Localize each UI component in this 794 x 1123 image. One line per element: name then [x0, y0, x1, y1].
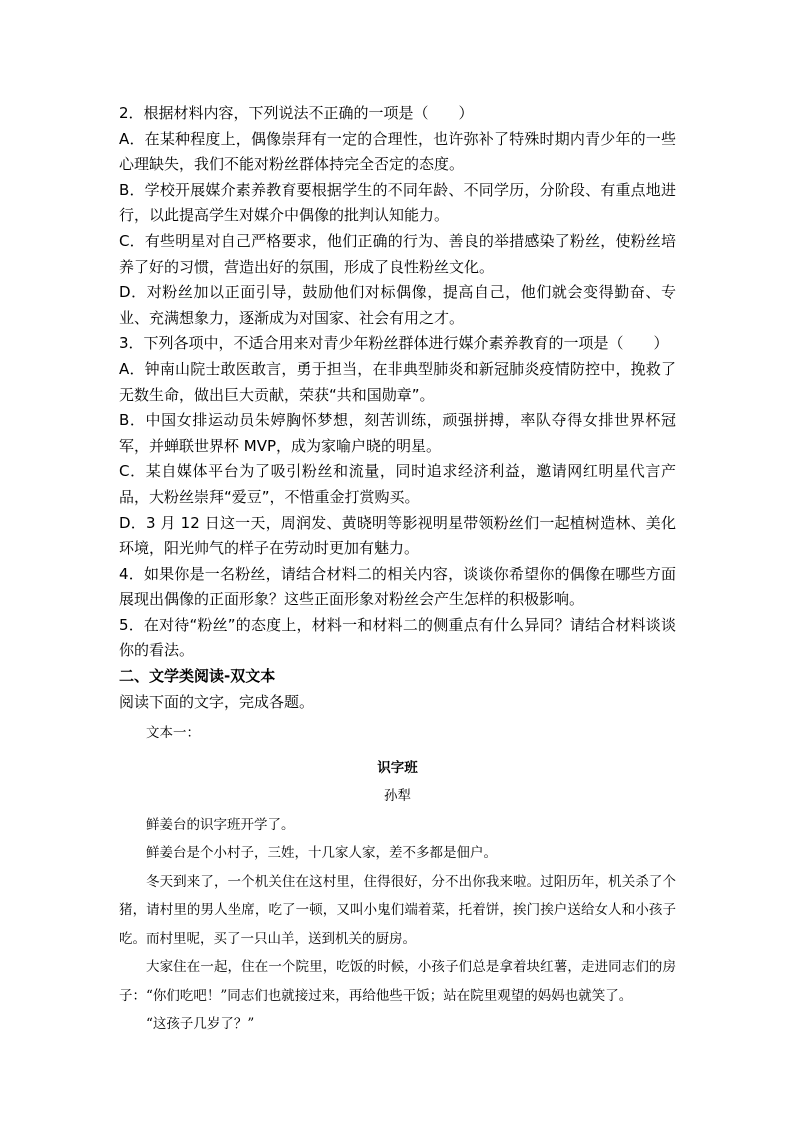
- question-2: [119, 101, 676, 331]
- question-2-stem: 2．根据材料内容，下列说法不正确的一项是（ ）: [119, 104, 474, 122]
- story-paragraph: 冬天到来了，一个机关住在这村里，住得很好，分不出你我来啦。过阳历年，机关杀了个猪，请村里的男人坐席，吃了一顿，又叫小鬼们端着菜，托着饼，挨门挨户送给女人和小孩子吃。而村里呢，买了一只山羊，送到机关的厨房。: [119, 873, 676, 947]
- section-instruction: 阅读下面的文字，完成各题。: [119, 692, 315, 711]
- story-paragraph: “这孩子几岁了？”: [146, 1016, 255, 1033]
- question-3-option-a: A．钟南山院士敢医敢言，勇于担当，在非典型肺炎和新冠肺炎疫情防控中，挽救了无数生命，做出巨大贡献，荣获“共和国勋章”。: [119, 359, 676, 404]
- story-paragraph: 鲜姜台的识字班开学了。: [146, 816, 295, 833]
- question-3-option-d: D．3 月 12 日这一天，周润发、黄晓明等影视明星带领粉丝们一起植树造林、美化环境，阳光帅气的样子在劳动时更加有魅力。: [119, 513, 676, 558]
- story-author: 孙犁: [384, 788, 411, 805]
- question-3: [119, 331, 676, 561]
- question-3-stem: 3．下列各项中，不适合用来对青少年粉丝群体进行媒介素养教育的一项是（ ）: [119, 334, 669, 353]
- question-3-option-b: B．中国女排运动员朱婷胸怀梦想，刻苦训练，顽强拼搏，率队夺得女排世界杯冠军，并蝉联世界杯 MVP，成为家喻户晓的明星。: [119, 411, 676, 455]
- question-2-option-b: B．学校开展媒介素养教育要根据学生的不同年龄、不同学历，分阶段、有重点地进行，以此提高学生对媒介中偶像的批判认知能力。: [119, 180, 676, 225]
- question-5: 5．在对待“粉丝”的态度上，材料一和材料二的侧重点有什么异同？请结合材料谈谈你的看法。: [119, 615, 676, 660]
- question-2-option-a: A．在某种程度上，偶像崇拜有一定的合理性，也许弥补了特殊时期内青少年的一些心理缺失，我们不能对粉丝群体持完全否定的态度。: [119, 129, 676, 174]
- story-title: 识字班: [377, 759, 418, 776]
- question-2-option-d: D．对粉丝加以正面引导，鼓励他们对标偶像，提高自己，他们就会变得勤奋、专业、充满想象力，逐渐成为对国家、社会有用之才。: [119, 283, 676, 327]
- section-heading: 二、文学类阅读-双文本: [119, 667, 276, 686]
- question-4: 4．如果你是一名粉丝，请结合材料二的相关内容，谈谈你希望你的偶像在哪些方面展现出偶像的正面形象？这些正面形象对粉丝会产生怎样的积极影响。: [119, 564, 676, 609]
- page-content: [119, 101, 676, 1039]
- question-3-option-c: C．某自媒体平台为了吸引粉丝和流量，同时追求经济利益，邀请网红明星代言产品，大粉丝崇拜“爱豆”，不惜重金打赏购买。: [119, 462, 676, 506]
- story-paragraph: 鲜姜台是个小村子，三姓，十几家人家，差不多都是佃户。: [146, 845, 497, 862]
- question-2-option-c: C．有些明星对自己严格要求，他们正确的行为、善良的举措感染了粉丝，使粉丝培养了好的习惯，营造出好的氛围，形成了良性粉丝文化。: [119, 231, 676, 276]
- story-paragraph: 大家住在一起，住在一个院里，吃饭的时候，小孩子们总是拿着块红薯，走进同志们的房子：“你们吃吧！”同志们也就接过来，再给他些干饭；站在院里观望的妈妈也就笑了。: [119, 959, 676, 1004]
- text-label: 文本一：: [146, 725, 200, 742]
